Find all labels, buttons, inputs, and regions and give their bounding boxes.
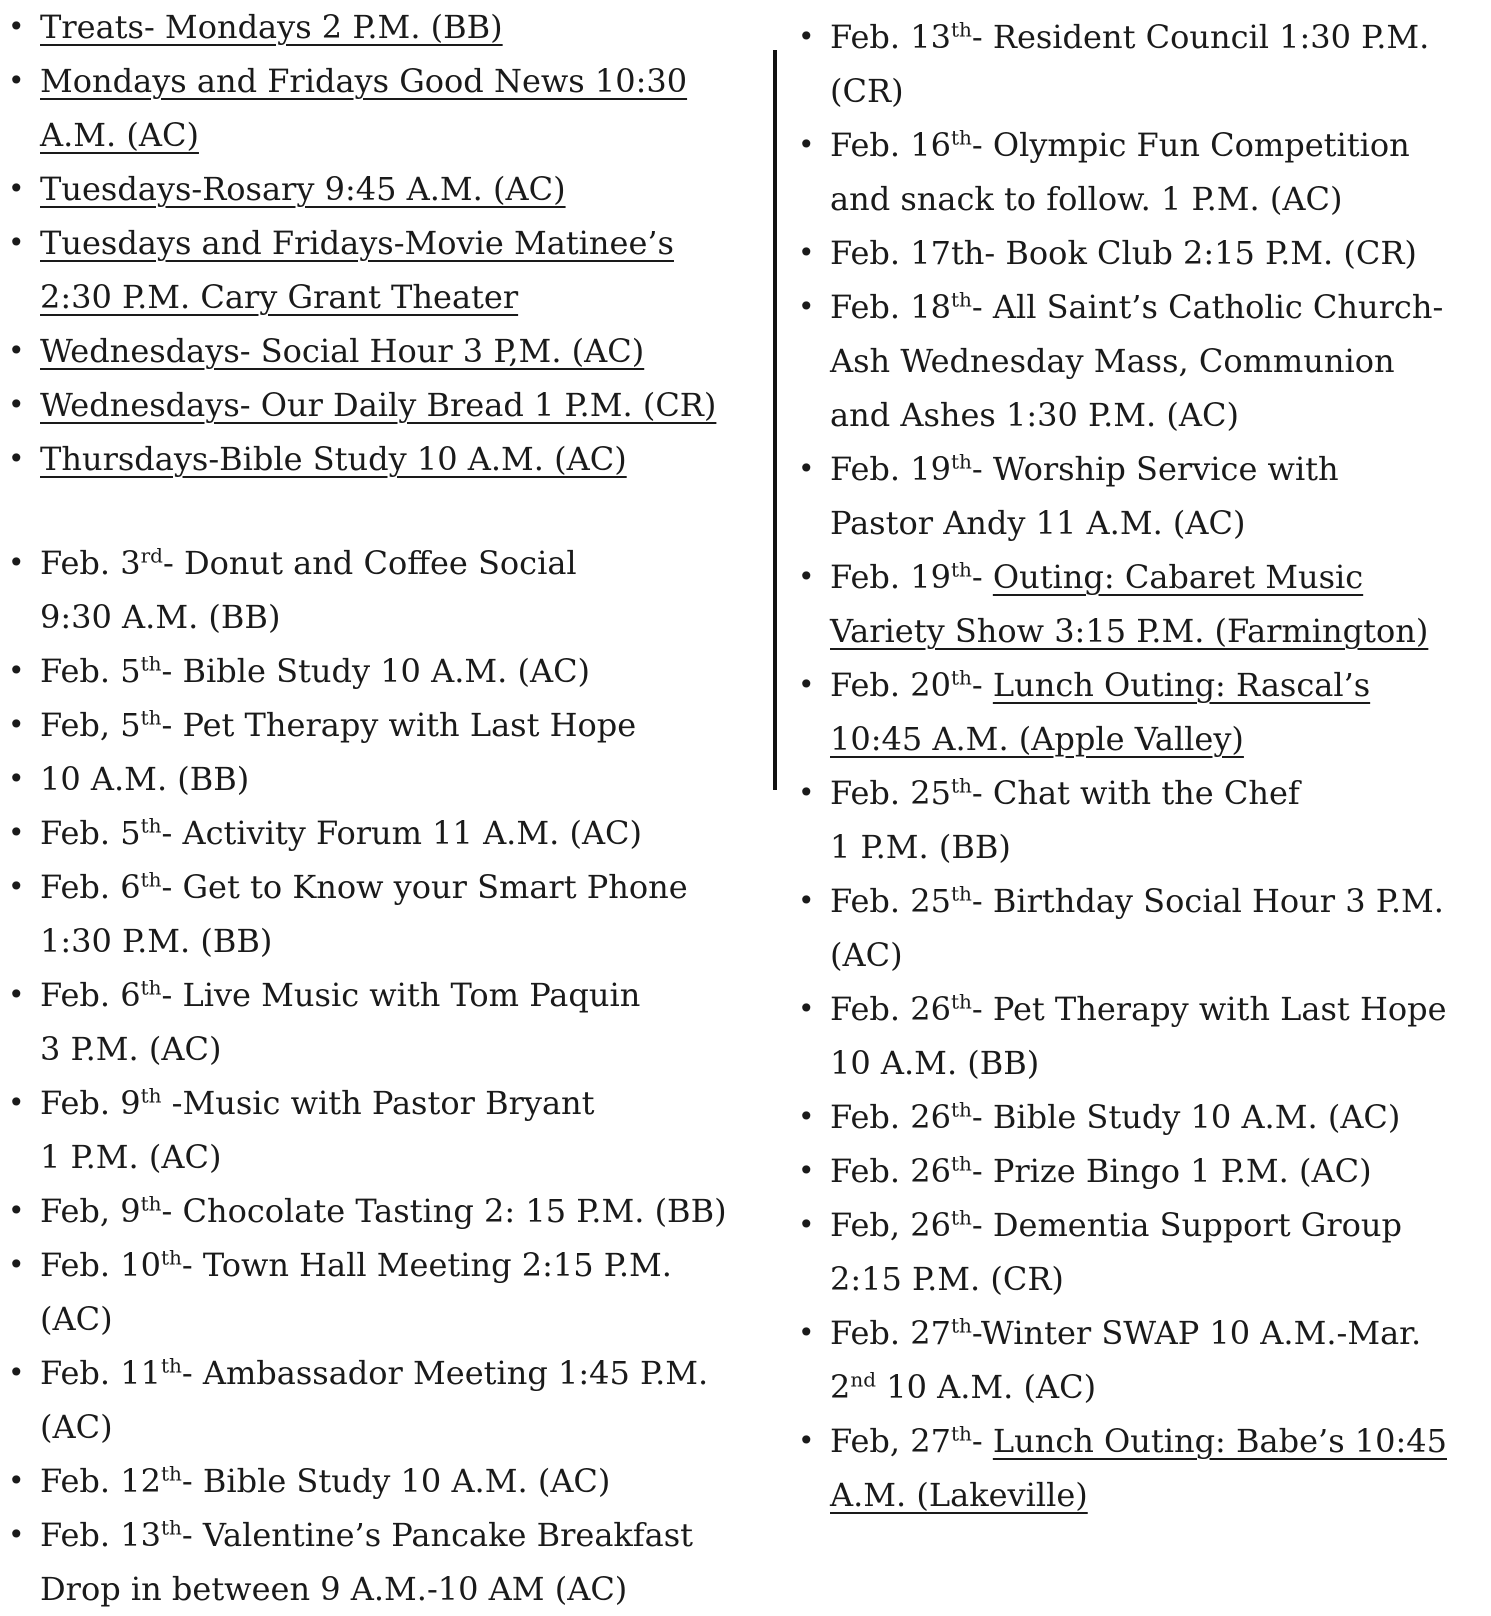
weekly-item-line: • Tuesdays-Rosary 9:45 A.M. (AC) — [40, 170, 566, 208]
event-first-line — [40, 1454, 760, 1508]
event-text: - Pet Therapy with Last Hope — [971, 990, 1447, 1028]
event-date: Feb, 5 — [40, 706, 141, 744]
date-suffix: th — [950, 449, 972, 474]
event-date: Feb. 27 — [830, 1314, 951, 1352]
weekly-item-line: • Thursdays-Bible Study 10 A.M. (AC) — [40, 440, 627, 478]
event-item — [790, 10, 1491, 118]
event-date: Feb. 25 — [830, 774, 951, 812]
event-second-line: Drop in between 9 A.M.-10 AM (AC) — [40, 1570, 628, 1608]
event-date: Feb. 18 — [830, 288, 951, 326]
weekly-item — [0, 378, 760, 432]
event-continued-line: A.M. (Lakeville) — [830, 1476, 1088, 1514]
weekly-item-line: • Tuesdays and Fridays-Movie Matinee’s — [40, 224, 674, 262]
event-item — [790, 226, 1491, 280]
event-item — [0, 1454, 760, 1508]
event-date: Feb. 12 — [40, 1462, 161, 1500]
weekly-item-line: • Wednesdays- Our Daily Bread 1 P.M. (CR) — [40, 386, 717, 424]
event-item — [0, 752, 760, 806]
event-first-line — [830, 1306, 1491, 1360]
weekly-item — [0, 216, 760, 324]
event-first-line — [40, 698, 760, 752]
date-suffix: th — [950, 773, 972, 798]
event-text: - Bible Study 10 A.M. (AC) — [971, 1098, 1401, 1136]
event-text: - Get to Know your Smart Phone — [161, 868, 688, 906]
event-text: - All Saint’s Catholic Church- — [971, 288, 1444, 326]
event-item — [0, 536, 760, 644]
event-text: - Donut and Coffee Social — [162, 544, 577, 582]
event-continued-line: (CR) — [830, 72, 904, 110]
event-date: Feb. 25 — [830, 882, 951, 920]
event-date: Feb. 26 — [830, 990, 951, 1028]
event-first-line — [830, 118, 1491, 172]
event-second-line: 1:30 P.M. (BB) — [40, 922, 273, 960]
event-first-line — [830, 766, 1491, 820]
date-suffix: th — [160, 1461, 182, 1486]
event-item — [790, 1144, 1491, 1198]
event-text: - Ambassador Meeting 1:45 P.M. — [181, 1354, 709, 1392]
weekly-item-line: • Mondays and Fridays Good News 10:30 — [40, 62, 688, 100]
event-date: Feb, 26 — [830, 1206, 951, 1244]
event-first-line — [830, 280, 1491, 334]
event-text: - Pet Therapy with Last Hope — [161, 706, 637, 744]
weekly-item — [0, 324, 760, 378]
event-first-line — [830, 10, 1491, 64]
event-text: - Bible Study 10 A.M. (AC) — [161, 652, 591, 690]
event-continued-line: (AC) — [830, 936, 903, 974]
event-text: - Chat with the Chef — [971, 774, 1300, 812]
date-suffix: th — [950, 1313, 972, 1338]
event-second-line: (AC) — [40, 1408, 113, 1446]
event-text: - Town Hall Meeting 2:15 P.M. — [181, 1246, 672, 1284]
event-date: Feb. 16 — [830, 126, 951, 164]
event-date: Feb. 13 — [40, 1516, 161, 1554]
weekly-activities-list — [0, 0, 760, 486]
weekly-item-line: • Wednesdays- Social Hour 3 P,M. (AC) — [40, 332, 645, 370]
event-first-line — [40, 644, 760, 698]
february-events-list-right — [790, 10, 1491, 1522]
event-underlined-text: Lunch Outing: Babe’s 10:45 — [992, 1422, 1447, 1460]
event-text: -Music with Pastor Bryant — [161, 1084, 595, 1122]
event-text: - — [971, 1422, 993, 1460]
weekly-item — [0, 162, 760, 216]
event-text: - Resident Council 1:30 P.M. — [971, 18, 1430, 56]
right-column — [790, 10, 1491, 1522]
event-first-line — [40, 1076, 760, 1130]
event-text: - Activity Forum 11 A.M. (AC) — [161, 814, 643, 852]
column-divider — [773, 50, 777, 790]
event-text: - Valentine’s Pancake Breakfast — [181, 1516, 693, 1554]
weekly-item-line: 2:30 P.M. Cary Grant Theater — [40, 278, 519, 316]
date-suffix: th — [950, 881, 972, 906]
event-first-line — [40, 806, 760, 860]
event-continued-line — [830, 1360, 1491, 1414]
event-text: - Prize Bingo 1 P.M. (AC) — [971, 1152, 1372, 1190]
date-suffix: th — [140, 1083, 162, 1108]
date-suffix: th — [160, 1515, 182, 1540]
event-first-line — [830, 1414, 1491, 1468]
event-continued-line: Variety Show 3:15 P.M. (Farmington) — [830, 612, 1429, 650]
event-first-line — [830, 1144, 1491, 1198]
event-date: Feb. 10 — [40, 1246, 161, 1284]
event-first-line — [40, 536, 760, 590]
event-text: 10 A.M. (BB) — [40, 760, 250, 798]
event-continued-line: Pastor Andy 11 A.M. (AC) — [830, 504, 1246, 542]
event-item — [790, 1414, 1491, 1522]
event-item — [0, 1184, 760, 1238]
event-item — [0, 698, 760, 752]
event-item — [790, 766, 1491, 874]
event-item — [0, 1076, 760, 1184]
date-suffix: rd — [140, 543, 163, 568]
date-suffix: th — [950, 1205, 972, 1230]
event-first-line — [830, 874, 1491, 928]
event-date: Feb, 9 — [40, 1192, 141, 1230]
event-item — [790, 280, 1491, 442]
event-first-line — [830, 1198, 1491, 1252]
event-first-line — [40, 752, 760, 806]
event-date: Feb. 26 — [830, 1152, 951, 1190]
date-suffix: th — [950, 287, 972, 312]
event-item — [0, 860, 760, 968]
event-continued-line: 10:45 A.M. (Apple Valley) — [830, 720, 1244, 758]
date-suffix: th — [950, 557, 972, 582]
event-item — [0, 968, 760, 1076]
event-date: Feb. 13 — [830, 18, 951, 56]
weekly-item-line: A.M. (AC) — [40, 116, 199, 154]
event-item — [0, 806, 760, 860]
event-first-line — [40, 1238, 760, 1292]
event-first-line — [830, 982, 1491, 1036]
weekly-item — [0, 432, 760, 486]
event-text: 10 A.M. (AC) — [876, 1368, 1097, 1406]
event-continued-line: Ash Wednesday Mass, Communion — [830, 342, 1395, 380]
event-item — [0, 644, 760, 698]
event-item — [0, 1346, 760, 1454]
event-item — [790, 1306, 1491, 1414]
date-suffix: th — [160, 1245, 182, 1270]
weekly-item — [0, 0, 760, 54]
event-first-line — [40, 1508, 760, 1562]
event-date: Feb. 5 — [40, 652, 141, 690]
event-date: Feb. 6 — [40, 976, 141, 1014]
event-second-line: 9:30 A.M. (BB) — [40, 598, 281, 636]
event-date: Feb. 20 — [830, 666, 951, 704]
event-text: - Chocolate Tasting 2: 15 P.M. (BB) — [161, 1192, 727, 1230]
event-item — [0, 1508, 760, 1616]
date-suffix: th — [950, 125, 972, 150]
event-item — [790, 442, 1491, 550]
list-gap — [0, 486, 760, 536]
event-date: Feb. 6 — [40, 868, 141, 906]
weekly-item — [0, 54, 760, 162]
event-date: Feb. 11 — [40, 1354, 161, 1392]
event-first-line — [830, 226, 1491, 280]
event-item — [790, 658, 1491, 766]
date-suffix: th — [140, 705, 162, 730]
event-first-line — [40, 1346, 760, 1400]
event-text: - Live Music with Tom Paquin — [161, 976, 641, 1014]
event-date: Feb. 3 — [40, 544, 141, 582]
event-date: Feb. 17th- Book Club 2:15 P.M. (CR) — [830, 234, 1417, 272]
february-events-list-left — [0, 536, 760, 1616]
event-text: 2 — [830, 1368, 851, 1406]
date-suffix: th — [140, 975, 162, 1000]
event-item — [790, 550, 1491, 658]
date-suffix: th — [140, 867, 162, 892]
weekly-item-line: • Treats- Mondays 2 P.M. (BB) — [40, 8, 503, 46]
date-suffix: th — [140, 1191, 162, 1216]
event-item — [790, 1198, 1491, 1306]
event-first-line — [40, 968, 760, 1022]
event-second-line: 3 P.M. (AC) — [40, 1030, 222, 1068]
event-first-line — [40, 860, 760, 914]
event-second-line: (AC) — [40, 1300, 113, 1338]
event-first-line — [830, 658, 1491, 712]
date-suffix: th — [950, 1421, 972, 1446]
event-text: - Birthday Social Hour 3 P.M. — [971, 882, 1444, 920]
event-continued-line: 10 A.M. (BB) — [830, 1044, 1040, 1082]
event-date: Feb. 9 — [40, 1084, 141, 1122]
event-text: -Winter SWAP 10 A.M.-Mar. — [971, 1314, 1422, 1352]
event-date: Feb, 27 — [830, 1422, 951, 1460]
event-item — [790, 118, 1491, 226]
event-continued-line: and snack to follow. 1 P.M. (AC) — [830, 180, 1343, 218]
event-continued-line: and Ashes 1:30 P.M. (AC) — [830, 396, 1239, 434]
event-first-line — [40, 1184, 760, 1238]
event-item — [790, 982, 1491, 1090]
date-suffix: th — [950, 1151, 972, 1176]
date-suffix: th — [140, 813, 162, 838]
event-text: - Dementia Support Group — [971, 1206, 1402, 1244]
event-text: - — [971, 558, 993, 596]
event-text: - Worship Service with — [971, 450, 1339, 488]
event-date: Feb. 19 — [830, 450, 951, 488]
date-suffix: th — [950, 665, 972, 690]
date-suffix: th — [140, 651, 162, 676]
date-suffix: th — [160, 1353, 182, 1378]
event-text: - Olympic Fun Competition — [971, 126, 1410, 164]
event-text: - Bible Study 10 A.M. (AC) — [181, 1462, 611, 1500]
event-date: Feb. 19 — [830, 558, 951, 596]
event-item — [790, 1090, 1491, 1144]
event-item — [790, 874, 1491, 982]
event-first-line — [830, 442, 1491, 496]
event-date: Feb. 26 — [830, 1098, 951, 1136]
event-text: - — [971, 666, 993, 704]
event-item — [0, 1238, 760, 1346]
event-second-line: 1 P.M. (AC) — [40, 1138, 222, 1176]
date-suffix: th — [950, 17, 972, 42]
event-underlined-text: Lunch Outing: Rascal’s — [992, 666, 1371, 704]
date-suffix: th — [950, 989, 972, 1014]
event-continued-line: 1 P.M. (BB) — [830, 828, 1011, 866]
event-first-line — [830, 550, 1491, 604]
event-underlined-text: Outing: Cabaret Music — [992, 558, 1364, 596]
event-date: Feb. 5 — [40, 814, 141, 852]
date-suffix: th — [950, 1097, 972, 1122]
event-continued-line: 2:15 P.M. (CR) — [830, 1260, 1064, 1298]
date-suffix: nd — [850, 1367, 877, 1392]
event-first-line — [830, 1090, 1491, 1144]
